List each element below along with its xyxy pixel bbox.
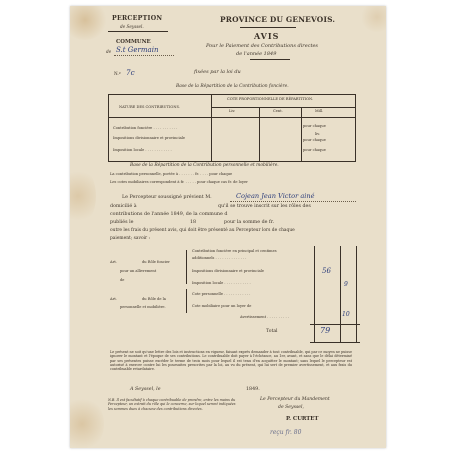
commune-prefix: de bbox=[106, 49, 112, 54]
item-r5: Cote mobiliaire pour un loyer de bbox=[192, 304, 252, 308]
row-unit-1: pour chaque bbox=[303, 124, 326, 128]
footer-notice: Le présent ne soit qu'une lettre des lois et instructions en vigueur, faisant exprès demander à tout contribuable, qui par ce moyen ne puisse ignorer le montant et l'époque de ses contributions. Le contribuable doit payer à l'échéance, au 1er, avant, et sans que le délai déterminé par ses présentes puisse excéder le terme de trois mois pour lequel il est tenu d'en acquitter le montant; sans lequel le percepteur est autorisé à exercer contre lui les poursuites prescrites par la loi, au vu du présent, qui lui sert de premier avertissement, et aux frais du contribuable retardataire. bbox=[110, 350, 352, 372]
commune-label: COMMUNE bbox=[116, 39, 151, 45]
row-unit-2: liv. bbox=[315, 132, 321, 136]
total-value: 79 bbox=[320, 326, 331, 335]
amount-v3: 10 bbox=[342, 311, 350, 318]
art1-c: pour un allivrement bbox=[120, 269, 157, 273]
item-r2: Impositions divisionnaire et provinciale bbox=[192, 269, 265, 273]
total-label: Total bbox=[266, 329, 278, 334]
footer-place: A Seyssel, le bbox=[130, 387, 161, 392]
perception-label: PERCEPTION bbox=[112, 15, 163, 22]
commune-value: S.t Germain bbox=[116, 46, 159, 54]
body-p5: publiés le bbox=[110, 220, 134, 225]
avis-subtitle-2: de l'année 1849 bbox=[236, 51, 277, 57]
body-p1: Le Percepteur soussigné prévient M. bbox=[122, 195, 212, 200]
body-p9: paiement; savoir : bbox=[110, 236, 151, 241]
avis-subtitle-3: fixées par la loi du bbox=[194, 69, 241, 75]
percepteur-signature: P. CURTET bbox=[286, 416, 319, 422]
item-r1b: additionnels . . . . . . . . . . . . . . bbox=[192, 256, 247, 260]
body-p3: qu'il se trouve inscrit sur les rôles des bbox=[218, 204, 311, 209]
number-prefix: N.º bbox=[114, 71, 121, 76]
art1-a: Art. bbox=[110, 260, 117, 264]
avis-title: AVIS bbox=[254, 31, 280, 41]
col-liv: Liv. bbox=[229, 109, 236, 113]
art2-c: personnelle et mobilière. bbox=[120, 305, 166, 309]
row-label-2: Impositions divisionnaire et provinciale bbox=[113, 136, 186, 140]
body-p8: outre les frais du présent avis, qui doit être présenté au Percepteur lors de chaque bbox=[110, 228, 295, 233]
item-r4: Cote personnelle . . . . . . . . . . . . bbox=[192, 292, 251, 296]
row-unit-3: pour chaque bbox=[303, 138, 326, 142]
footer-year: 1849. bbox=[246, 387, 260, 392]
section2-line1: La contribution personnelle, portée à . . . . . . . fr. . . . . pour chaque bbox=[110, 172, 233, 176]
section1-heading: Base de la Répartition de la Contribution foncière. bbox=[176, 84, 289, 89]
body-p6: 18 bbox=[190, 220, 197, 225]
handwritten-note: reçu fr. 80 bbox=[270, 429, 302, 436]
art1-d: de bbox=[120, 278, 125, 282]
body-p2: domicilié à bbox=[110, 204, 137, 209]
item-r3: Imposition locale . . . . . . . . . . . . bbox=[192, 281, 251, 285]
province-title: PROVINCE DU GENEVOIS. bbox=[220, 15, 336, 24]
col-cote: COTE PROPORTIONNELLE DE RÉPARTITION. bbox=[227, 97, 314, 101]
percepteur-line1: Le Percepteur du Mandement bbox=[260, 397, 330, 402]
col-cent: Cent. bbox=[273, 109, 283, 113]
col-mill: Mill. bbox=[315, 109, 324, 113]
section2-line2: Les cotes mobiliaires correspondent à fr. . . . . . pour chaque cas fr. de loyer bbox=[110, 180, 248, 184]
col-nature: NATURE DES CONTRIBUTIONS. bbox=[119, 105, 180, 109]
percepteur-line2: de Seyssel, bbox=[278, 405, 304, 410]
number-value: 7c bbox=[126, 68, 135, 77]
repartition-table bbox=[108, 94, 356, 162]
avis-subtitle-1: Pour le Paiement des Contributions directes bbox=[206, 43, 318, 49]
art1-b: du Rôle foncier bbox=[142, 260, 170, 264]
document-sheet bbox=[70, 6, 386, 448]
item-r1: Contribution foncière en principal et centimes bbox=[192, 249, 277, 253]
body-p4: contributions de l'année 1849, de la commune d bbox=[110, 212, 228, 217]
amount-v2: 9 bbox=[344, 281, 348, 288]
perception-sub: de Seyssel. bbox=[120, 24, 144, 29]
body-hw-name: Cojean Jean Victor ainé bbox=[236, 192, 315, 200]
body-p7: pour la somme de fr. bbox=[224, 220, 275, 225]
art2-a: Art. bbox=[110, 297, 117, 301]
section2-heading: Base de la Répartition de la Contribution personnelle et mobilière. bbox=[130, 163, 279, 168]
footer-nb: N.B. Il est facultatif à chaque contribuable de prendre, entre les mains du Percepteur, un extrait du rôle qui le concerne, sur lequel seront indiquées les sommes dues à chacune des contributions directes. bbox=[108, 398, 236, 411]
art2-b: du Rôle de la bbox=[142, 297, 166, 301]
row-label-4: Imposition locale . . . . . . . . . . . . bbox=[113, 148, 172, 152]
item-r6: Avertissement . . . . . . . . . . bbox=[240, 315, 289, 319]
amount-v1: 56 bbox=[322, 267, 331, 275]
row-unit-4: pour chaque bbox=[303, 148, 326, 152]
row-label-1: Contribution foncière . . . . . . . . . . . bbox=[113, 126, 178, 130]
